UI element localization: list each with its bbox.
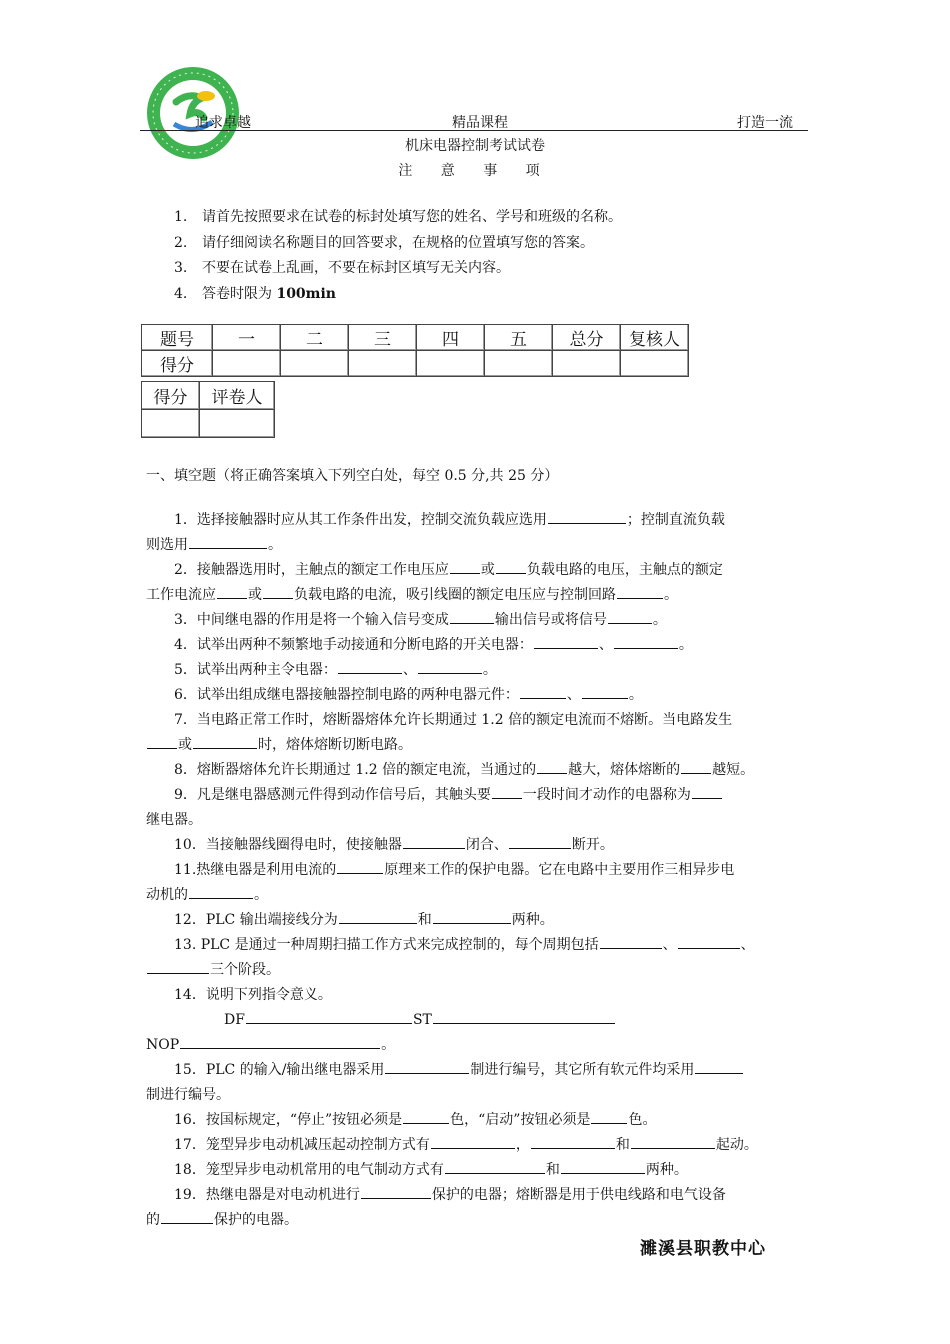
question-text: 动机的 — [146, 887, 188, 903]
question-text: 2．接触器选用时，主触点的额定工作电压应 — [174, 562, 449, 578]
answer-blank[interactable] — [509, 834, 571, 849]
question-text: 19．热继电器是对电动机进行 — [174, 1187, 360, 1203]
score-input-cell[interactable] — [553, 351, 621, 377]
score-input-cell[interactable] — [485, 351, 553, 377]
question-text: 8．熔断器熔体允许长期通过 1.2 倍的额定电流，当通过的 — [174, 762, 537, 778]
grader-table — [141, 381, 275, 438]
question-text: 7．当电路正常工作时，熔断器熔体允许长期通过 1.2 倍的额定电流而不熔断。当电路发生 — [174, 712, 733, 728]
score-table — [141, 324, 689, 377]
answer-blank[interactable] — [537, 759, 567, 774]
question-text: 时，熔体熔断切断电路。 — [258, 737, 412, 753]
answer-blank[interactable] — [217, 584, 247, 599]
question-text: 9．凡是继电器感测元件得到动作信号后，其触头要 — [174, 787, 491, 803]
grader-input-cell[interactable] — [200, 410, 275, 438]
answer-blank[interactable] — [582, 684, 628, 699]
question-text: 。 — [652, 612, 667, 628]
notice-item — [174, 206, 622, 226]
notice-number: 1. — [174, 209, 188, 225]
question-text: 、 — [598, 637, 613, 653]
header-right: 打造一流 — [737, 115, 793, 131]
question-text: 1．选择接触器时应从其工作条件出发，控制交流负载应选用 — [174, 512, 547, 528]
question-10 — [146, 833, 800, 858]
answer-blank[interactable] — [548, 509, 626, 524]
answer-blank[interactable] — [418, 659, 482, 674]
question-4 — [146, 633, 800, 658]
answer-blank[interactable] — [361, 1184, 431, 1199]
answer-blank[interactable] — [147, 734, 177, 749]
question-text: 或 — [178, 737, 192, 753]
question-1 — [146, 508, 800, 558]
answer-blank[interactable] — [608, 609, 652, 624]
score-row-label: 得分 — [142, 351, 213, 377]
answer-blank[interactable] — [161, 1209, 213, 1224]
question-text: 、 — [662, 937, 677, 953]
notice-number: 3. — [174, 260, 188, 276]
question-text: 三个阶段。 — [210, 962, 280, 978]
answer-blank[interactable] — [531, 1134, 615, 1149]
question-2 — [146, 558, 800, 608]
answer-blank[interactable] — [338, 659, 402, 674]
question-text: 闭合、 — [465, 837, 508, 853]
question-text: 或 — [248, 587, 262, 603]
question-text: 6．试举出组成继电器接触器控制电路的两种电器元件： — [174, 687, 519, 703]
question-text: 、 — [566, 687, 581, 703]
notice-text: 不要在试卷上乱画，不要在标封区填写无关内容。 — [202, 260, 510, 276]
question-text: 。 — [482, 662, 497, 678]
page-subtitle: 注 意 事 项 — [398, 163, 552, 179]
question-text: ；控制直流负载 — [626, 512, 725, 528]
question-text: 和 — [545, 1162, 560, 1178]
question-text: 越短。 — [712, 762, 755, 778]
answer-blank[interactable] — [695, 1059, 743, 1074]
answer-blank[interactable] — [450, 559, 480, 574]
question-text: 则选用 — [146, 537, 188, 553]
question-text: 工作电流应 — [146, 587, 216, 603]
question-5 — [146, 658, 800, 683]
answer-blank[interactable] — [433, 1009, 615, 1024]
answer-blank[interactable] — [431, 1134, 515, 1149]
score-header-cell: 总分 — [553, 325, 621, 351]
header-rule — [140, 130, 808, 131]
question-7 — [146, 708, 800, 758]
question-text: 18．笼型异步电动机常用的电气制动方式有 — [174, 1162, 444, 1178]
question-text: 14．说明下列指令意义。 — [174, 987, 332, 1003]
question-text: 继电器。 — [146, 812, 202, 828]
answer-blank[interactable] — [147, 959, 209, 974]
question-text: 。 — [268, 537, 282, 553]
notice-text: 请首先按照要求在试卷的标封处填写您的姓名、学号和班级的名称。 — [202, 209, 622, 225]
score-header-cell: 一 — [213, 325, 281, 351]
question-text: 13. PLC 是通过一种周期扫描工作方式来完成控制的，每个周期包括 — [174, 937, 599, 953]
answer-blank[interactable] — [403, 834, 465, 849]
question-16 — [146, 1108, 800, 1133]
answer-blank[interactable] — [496, 559, 526, 574]
answer-blank[interactable] — [520, 684, 566, 699]
question-text: 输出信号或将信号 — [494, 612, 607, 628]
footer-school-name: 濉溪县职教中心 — [640, 1239, 766, 1259]
question-text: 5．试举出两种主令电器： — [174, 662, 337, 678]
question-text: 17．笼型异步电动机减压起动控制方式有 — [174, 1137, 430, 1153]
question-text: 10．当接触器线圈得电时，使接触器 — [174, 837, 402, 853]
question-text: 保护的电器；熔断器是用于供电线路和电气设备 — [431, 1187, 726, 1203]
notice-item — [174, 232, 594, 252]
question-text: 。 — [381, 1037, 396, 1053]
question-text: 11.热继电器是利用电流的 — [174, 862, 337, 878]
grader-header-cell: 评卷人 — [200, 382, 275, 410]
question-text: 负载电路的电流，吸引线圈的额定电压应与控制回路 — [294, 587, 616, 603]
answer-blank[interactable] — [433, 909, 511, 924]
answer-blank[interactable] — [617, 584, 663, 599]
time-limit: 100min — [276, 286, 336, 302]
question-9 — [146, 783, 800, 833]
question-text: 和 — [417, 912, 432, 928]
answer-blank[interactable] — [246, 1009, 412, 1024]
question-text: 断开。 — [571, 837, 614, 853]
question-text: 和 — [615, 1137, 630, 1153]
answer-blank[interactable] — [193, 734, 257, 749]
answer-blank[interactable] — [263, 584, 293, 599]
question-text: 。 — [254, 887, 268, 903]
header-center: 精品课程 — [452, 115, 508, 131]
score-input-cell[interactable] — [281, 351, 349, 377]
instruction-code: ST — [412, 1012, 432, 1028]
question-8 — [146, 758, 800, 783]
section-heading: 一、填空题（将正确答案填入下列空白处，每空 0.5 分,共 25 分） — [146, 468, 559, 484]
score-header-cell: 复核人 — [621, 325, 689, 351]
score-header-row — [142, 325, 689, 351]
question-text: 、 — [402, 662, 417, 678]
answer-blank[interactable] — [561, 1159, 645, 1174]
score-input-cell[interactable] — [349, 351, 417, 377]
score-header-cell: 二 — [281, 325, 349, 351]
answer-blank[interactable] — [180, 1034, 380, 1049]
answer-blank[interactable] — [681, 759, 711, 774]
question-text: 起动。 — [715, 1137, 758, 1153]
answer-blank[interactable] — [600, 934, 662, 949]
question-text: 保护的电器。 — [214, 1212, 298, 1228]
answer-blank[interactable] — [403, 1109, 449, 1124]
grader-input-cell[interactable] — [142, 410, 200, 438]
question-14-instructions — [146, 1008, 800, 1058]
notice-number: 2. — [174, 235, 188, 251]
question-text: 制进行编号。 — [146, 1087, 230, 1103]
notice-text: 请仔细阅读名称题目的回答要求，在规格的位置填写您的答案。 — [202, 235, 594, 251]
question-text: 或 — [480, 562, 495, 578]
question-text: 、 — [740, 937, 755, 953]
notice-item — [174, 257, 510, 277]
score-value-row — [142, 351, 689, 377]
question-15 — [146, 1058, 800, 1108]
answer-blank[interactable] — [445, 1159, 545, 1174]
question-3 — [146, 608, 800, 633]
answer-blank[interactable] — [614, 634, 678, 649]
score-header-cell: 三 — [349, 325, 417, 351]
question-text: 。 — [678, 637, 693, 653]
question-text: 。 — [664, 587, 678, 603]
answer-blank[interactable] — [189, 534, 267, 549]
answer-blank[interactable] — [631, 1134, 715, 1149]
question-text: 4．试举出两种不频繁地手动接通和分断电路的开关电器： — [174, 637, 533, 653]
grader-header-cell: 得分 — [142, 382, 200, 410]
score-header-cell: 五 — [485, 325, 553, 351]
question-text: 的 — [146, 1212, 160, 1228]
question-text: 12．PLC 输出端接线分为 — [174, 912, 338, 928]
answer-blank[interactable] — [337, 859, 383, 874]
notice-text: 答卷时限为 — [202, 286, 272, 302]
score-header-cell: 题号 — [142, 325, 213, 351]
notice-number: 4. — [174, 286, 188, 302]
answer-blank[interactable] — [492, 784, 522, 799]
instruction-code: DF — [224, 1012, 245, 1028]
question-13 — [146, 933, 800, 983]
question-18 — [146, 1158, 800, 1183]
header-left: 追求卓越 — [195, 115, 251, 131]
question-19 — [146, 1183, 800, 1233]
question-text: 色，“启动”按钮必须是 — [450, 1112, 591, 1128]
answer-blank[interactable] — [692, 784, 722, 799]
question-text: 16．按国标规定，“停止”按钮必须是 — [174, 1112, 403, 1128]
question-text: 负载电路的电压，主触点的额定 — [526, 562, 723, 578]
question-text: 15．PLC 的输入/输出继电器采用 — [174, 1062, 385, 1078]
question-17 — [146, 1133, 800, 1158]
question-6 — [146, 683, 800, 708]
answer-blank[interactable] — [385, 1059, 469, 1074]
score-input-cell[interactable] — [417, 351, 485, 377]
question-text: 原理来工作的保护电器。它在电路中主要用作三相异步电 — [384, 862, 735, 878]
question-text: 色。 — [628, 1112, 657, 1128]
question-text: 一段时间才动作的电器称为 — [522, 787, 691, 803]
instruction-code: NOP — [146, 1037, 180, 1053]
answer-blank[interactable] — [189, 884, 253, 899]
score-header-cell: 四 — [417, 325, 485, 351]
question-text: 制进行编号，其它所有软元件均采用 — [470, 1062, 695, 1078]
score-input-cell[interactable] — [213, 351, 281, 377]
question-11 — [146, 858, 800, 908]
answer-blank[interactable] — [339, 909, 417, 924]
question-text: 两种。 — [645, 1162, 688, 1178]
question-text: 。 — [628, 687, 643, 703]
answer-blank[interactable] — [534, 634, 598, 649]
answer-blank[interactable] — [678, 934, 740, 949]
question-text: ， — [515, 1137, 530, 1153]
question-text: 3．中间继电器的作用是将一个输入信号变成 — [174, 612, 449, 628]
answer-blank[interactable] — [591, 1109, 627, 1124]
answer-blank[interactable] — [450, 609, 494, 624]
grader-input-row — [142, 410, 275, 438]
grader-header-row — [142, 382, 275, 410]
question-12 — [146, 908, 800, 933]
page-title: 机床电器控制考试试卷 — [405, 138, 545, 154]
question-text: 两种。 — [511, 912, 554, 928]
question-text: 越大，熔体熔断的 — [568, 762, 681, 778]
notice-item — [174, 283, 336, 303]
question-14 — [146, 983, 800, 1008]
score-input-cell[interactable] — [621, 351, 689, 377]
